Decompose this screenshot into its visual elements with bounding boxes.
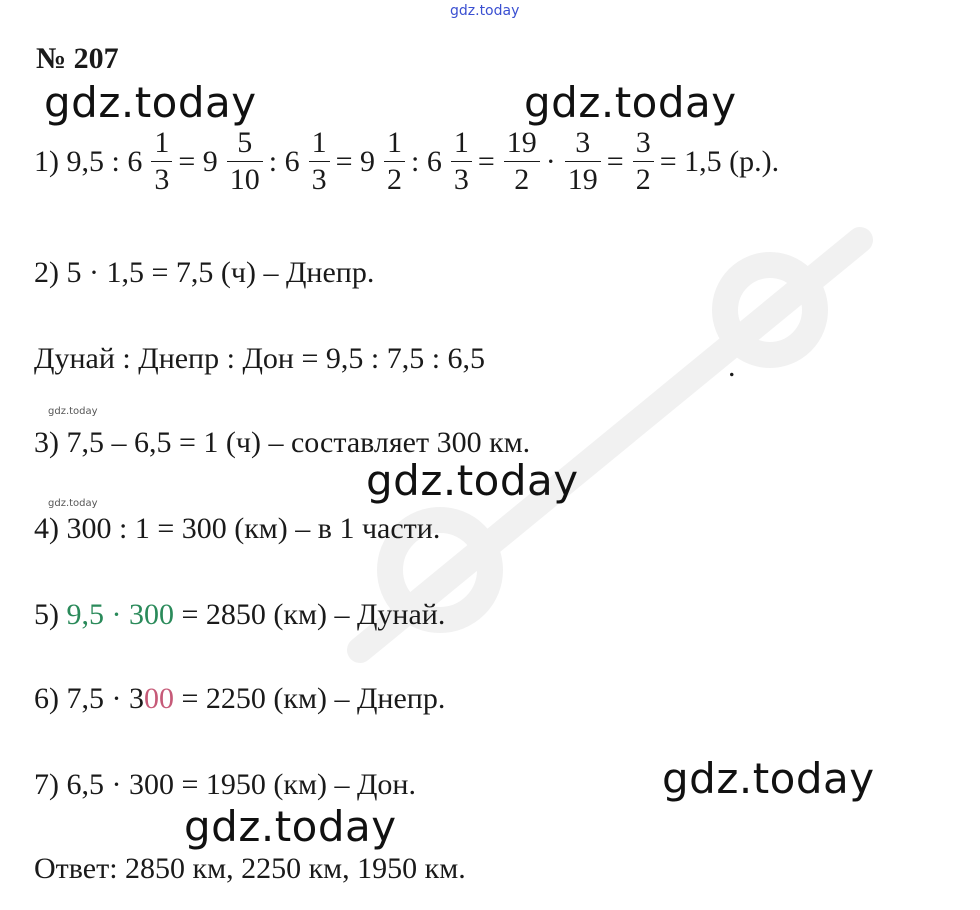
step-5: 5) 9,5 · 300 = 2850 (км) – Дунай. [34,598,446,631]
fraction: $\frac{5}{10}$ [227,128,263,195]
watermark-text: gdz.today [662,754,875,803]
fraction: $\frac{1}{3}$ [309,128,330,195]
problem-number: № 207 [36,42,119,75]
step-1-text: · [545,144,556,178]
watermark-text: gdz.today [184,802,397,851]
watermark-small: gdz.today [48,498,98,509]
ratio-dot: . [728,350,736,383]
fraction: $\frac{3}{19}$ [565,128,601,195]
fraction: $\frac{19}{2}$ [504,128,540,195]
fraction: $\frac{1}{2}$ [384,128,405,195]
watermark-text: gdz.today [44,78,257,127]
watermark-text: gdz.today [366,456,579,505]
watermark-small: gdz.today [48,406,98,417]
watermark-text: gdz.today [524,78,737,127]
step-1-text: = [606,144,624,178]
ratio-line: Дунай : Днепр : Дон = 9,5 : 7,5 : 6,5 [34,342,486,375]
answer-line: Ответ: 2850 км, 2250 км, 1950 км. [34,852,466,885]
step-1-text: = 9 [335,144,376,178]
step-2: 2) 5 · 1,5 = 7,5 (ч) – Днепр. [34,256,375,289]
fraction: $\frac{3}{2}$ [633,128,654,195]
step-1-text: : 6 [268,144,300,178]
step-1 [34,128,785,195]
step-1-prefix: 1) 9,5 : 6 [34,144,143,178]
fraction: $\frac{1}{3}$ [451,128,472,195]
step-7: 7) 6,5 · 300 = 1950 (км) – Дон. [34,768,416,801]
step-1-text: = [477,144,495,178]
watermark-top: gdz.today [450,3,520,19]
fraction: $\frac{1}{3}$ [151,128,172,195]
step-6: 6) 7,5 · 300 = 2250 (км) – Днепр. [34,682,446,715]
step-1-text: = 9 [178,144,218,178]
step-1-result: = 1,5 (р.). [659,144,780,178]
step-3: 3) 7,5 – 6,5 = 1 (ч) – составляет 300 км. [34,426,531,459]
step-1-text: : 6 [411,144,442,178]
step-4: 4) 300 : 1 = 300 (км) – в 1 части. [34,512,441,545]
